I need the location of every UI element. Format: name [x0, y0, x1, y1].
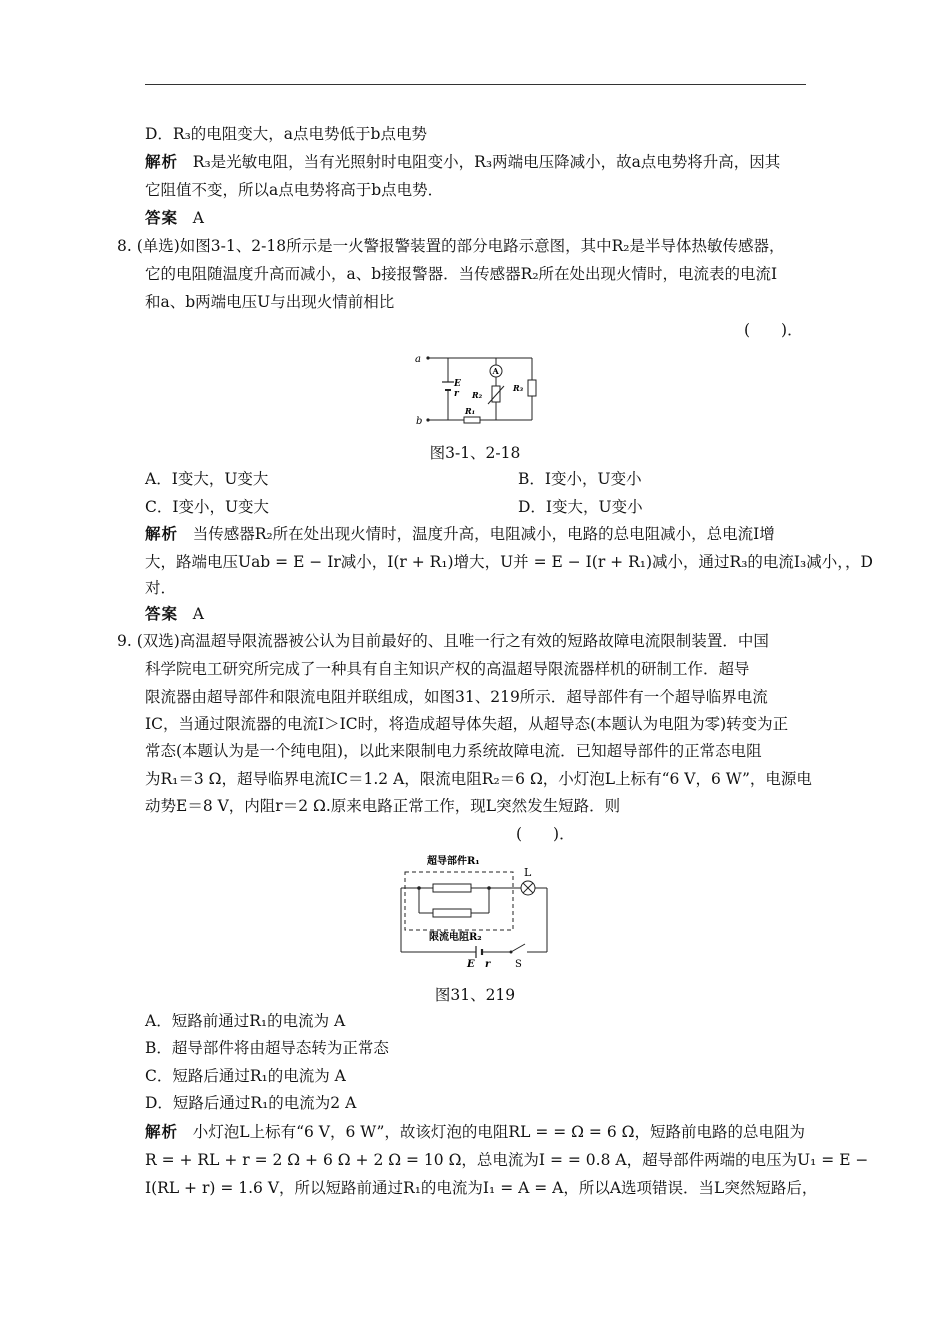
label-L: L: [524, 866, 532, 879]
ammeter-A-label: A: [492, 366, 499, 376]
q9-circuit-figure: [393, 848, 563, 972]
q8-analysis-line-2: 大，路端电压Uab = E − Ir减小，I(r + R₁)增大，U并 = E − I(r + R₁)减小，通过R₃的电流I₃减小，，D: [145, 553, 873, 571]
q8-figure-caption: 图3-1、2-18: [429, 444, 521, 462]
q7-analysis-line-2: 它阻值不变，所以a点电势将高于b点电势．: [145, 181, 444, 199]
q9-option-a: A．短路前通过R₁的电流为 A: [145, 1012, 346, 1030]
label-limiting-resistor: 限流电阻R₂: [429, 932, 482, 943]
q9-analysis-line-2: R = + RL + r = 2 Ω + 6 Ω + 2 Ω = 10 Ω，总电流为I = = 0.8 A，超导部件两端的电压为U₁ = E −: [145, 1151, 869, 1169]
analysis-label: 解析: [145, 1122, 179, 1141]
q9-stem-line-2: 科学院电工研究所完成了一种具有自主知识产权的高温超导限流器样机的研制工作．超导: [145, 660, 750, 678]
q9-option-b: B．超导部件将由超导态转为正常态: [145, 1039, 389, 1057]
q8-circuit-figure: [410, 348, 540, 428]
label-S: S: [515, 959, 522, 970]
answer-label: 答案: [145, 604, 179, 623]
q7-option-d: D．R₃的电阻变大，a点电势低于b点电势: [145, 125, 427, 143]
q9-analysis-line-3: I(RL + r) = 1.6 V，所以短路前通过R₁的电流为I₁ = A = A，所以A选项错误．当L突然短路后，: [145, 1179, 818, 1197]
q9-stem-line-1: 9. (双选)高温超导限流器被公认为目前最好的、且唯一行之有效的短路故障电流限制装置．中国: [117, 632, 769, 650]
q9-stem-line-3: 限流器由超导部件和限流电阻并联组成，如图31、219所示．超导部件有一个超导临界电流: [145, 688, 768, 706]
q8-option-d: D．I变大，U变小: [518, 498, 643, 516]
header-rule: [145, 84, 806, 85]
q8-stem-line-2: 它的电阻随温度升高而减小，a、b接报警器．当传感器R₂所在处出现火情时，电流表的电流I: [145, 265, 778, 283]
label-a: a: [415, 354, 421, 365]
q9-stem-line-4: IC，当通过限流器的电流I＞IC时，将造成超导体失超，从超导态(本题认为电阻为零)转变为正: [145, 715, 789, 733]
analysis-label: 解析: [145, 524, 179, 543]
q8-analysis-text-1: 当传感器R₂所在处出现火情时，温度升高，电阻减小，电路的总电阻减小，总电流I增: [192, 525, 775, 543]
q8-option-b: B．I变小，U变小: [518, 470, 642, 488]
q9-stem-line-7: 动势E＝8 V，内阻r＝2 Ω.原来电路正常工作，现L突然发生短路．则: [145, 797, 621, 815]
q9-stem-line-5: 常态(本题认为是一个纯电阻)，以此来限制电力系统故障电流．已知超导部件的正常态电阻: [145, 742, 762, 760]
q8-analysis-line-1: [145, 524, 775, 544]
q9-option-d: D．短路后通过R₁的电流为2 A: [145, 1094, 357, 1112]
q9-analysis-line-1: [145, 1122, 805, 1142]
label-R1: R₁: [465, 406, 476, 416]
label-R3: R₃: [513, 383, 524, 393]
q8-answer: A: [192, 605, 204, 623]
q7-answer-line: [145, 208, 204, 228]
q8-answer-blank: ( )．: [744, 321, 803, 339]
label-b: b: [416, 416, 423, 427]
q8-stem-line-1: 8. (单选)如图3-1、2-18所示是一火警报警装置的部分电路示意图，其中R₂是半导体热敏传感器，: [117, 237, 785, 255]
q9-answer-blank: ( )．: [516, 825, 575, 843]
q8-option-a: A．I变大，U变大: [145, 470, 269, 488]
q7-answer: A: [192, 209, 204, 227]
label-E: E: [454, 379, 461, 389]
q9-stem-line-6: 为R₁＝3 Ω，超导临界电流IC＝1.2 A，限流电阻R₂＝6 Ω，小灯泡L上标有“6 V，6 W”，电源电: [145, 770, 812, 788]
q8-option-c: C．I变小，U变大: [145, 498, 270, 516]
label-r: r: [454, 389, 459, 399]
q7-analysis-line-1: [145, 152, 780, 172]
q8-analysis-line-3: 对．: [145, 579, 177, 597]
label-E: E: [467, 959, 475, 970]
answer-label: 答案: [145, 208, 179, 227]
label-r: r: [485, 959, 491, 970]
q7-analysis-text-1: R₃是光敏电阻，当有光照射时电阻变小，R₃两端电压降减小，故a点电势将升高，因其: [192, 153, 781, 171]
q9-analysis-text-1: 小灯泡L上标有“6 V，6 W”，故该灯泡的电阻RL = = Ω = 6 Ω，短路前电路的总电阻为: [192, 1123, 805, 1141]
q9-figure-caption: 图31、219: [434, 986, 516, 1004]
analysis-label: 解析: [145, 152, 179, 171]
q8-stem-line-3: 和a、b两端电压U与出现火情前相比: [145, 293, 395, 311]
q9-option-c: C．短路后通过R₁的电流为 A: [145, 1067, 346, 1085]
q8-answer-line: [145, 604, 204, 624]
label-superconducting-part: 超导部件R₁: [427, 856, 480, 867]
label-R2: R₂: [472, 390, 483, 400]
